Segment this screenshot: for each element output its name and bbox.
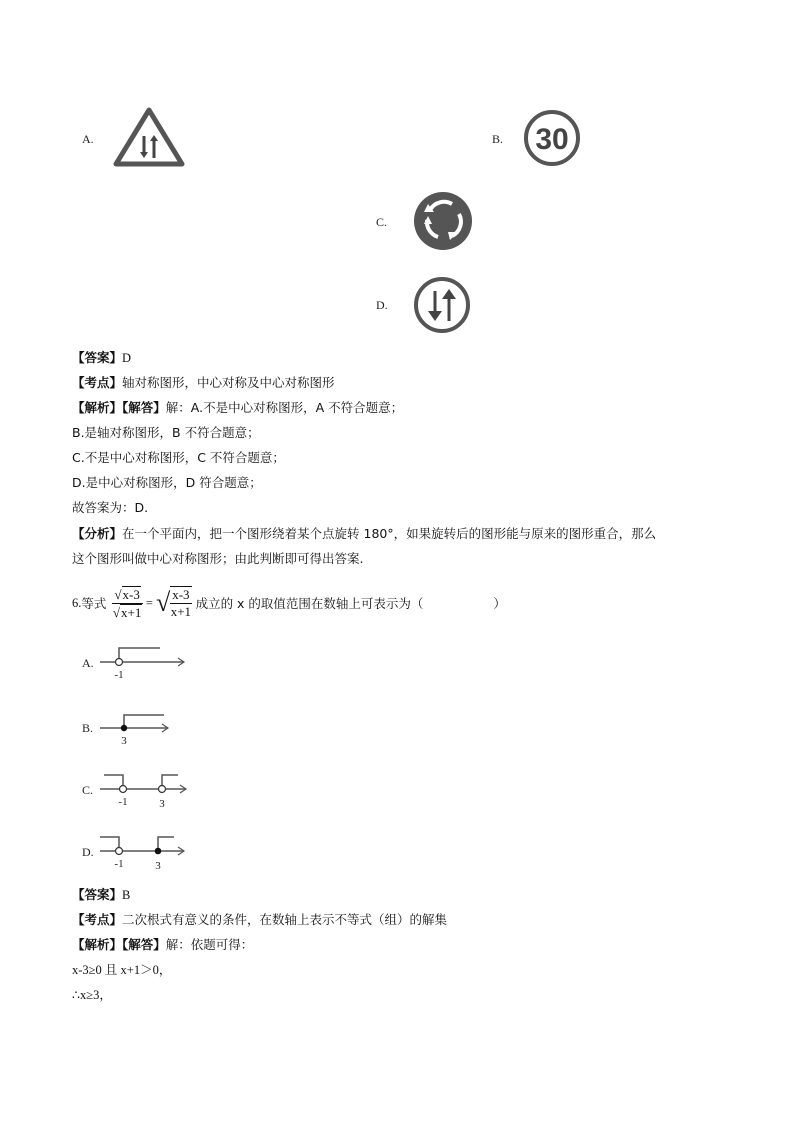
q5-solution-line-1 [72, 399, 403, 417]
analysis-tag: 【解析】 [72, 937, 123, 952]
q6-solution-line-1 [72, 936, 253, 954]
q5-option-c-label: C. [376, 215, 388, 229]
topic-tag: 【考点】 [72, 912, 123, 927]
q5-option-b-label: B. [492, 132, 504, 146]
number-line-c [98, 770, 193, 810]
q5-solution-line-2: B.是轴对称图形，B 不符合题意； [72, 425, 260, 440]
fenxi-tag: 【分析】 [72, 526, 123, 541]
answer-tag: 【答案】 [72, 350, 123, 365]
q5-fenxi-line-2: 这个图形叫做中心对称图形；由此判断即可得出答案. [72, 551, 364, 566]
solution-text: 解：A.不是中心对称图形，A 不符合题意； [165, 400, 404, 415]
q6-option-a-label: A. [82, 656, 94, 670]
q5-fenxi-line-1 [72, 525, 656, 543]
q6-option-c-label: C. [82, 783, 94, 797]
sqrt-sign: √ [155, 588, 171, 617]
svg-text:3: 3 [155, 860, 161, 872]
number-line-a [98, 644, 190, 684]
analysis-tag: 【解析】 [72, 400, 123, 415]
q6-option-d-label: D. [82, 845, 94, 859]
q6-solution-line-3: ∴x≥3， [72, 988, 112, 1002]
rhs-fraction: $\frac{x-3}{x+1}$ [170, 587, 192, 619]
q6-stem [72, 578, 506, 628]
svg-text:-1: -1 [114, 669, 124, 681]
answer-value: D [122, 351, 132, 365]
stem-suffix: 成立的 x 的取值范围在数轴上可表示为（ [195, 596, 424, 611]
q6-topic-line [72, 911, 447, 929]
lhs-fraction: $\frac{√x-3}{√x+1}$ [112, 586, 142, 620]
number-line-d [98, 832, 190, 872]
topic-tag: 【考点】 [72, 375, 123, 390]
svg-text:-1: -1 [118, 796, 128, 808]
q5-option-d-label: D. [376, 298, 388, 312]
answer-value: B [122, 888, 131, 902]
svg-text:3: 3 [121, 735, 127, 747]
q5-topic-line [72, 374, 335, 392]
stem-prefix: 等式 [81, 596, 107, 611]
triangle-warning-icon [112, 106, 186, 168]
q5-solution-line-5: 故答案为：D. [72, 500, 149, 515]
q5-answer-line [72, 349, 131, 367]
question-number: 6. [72, 595, 82, 610]
roundabout-icon [412, 190, 474, 252]
solution-tag: 【解答】 [122, 937, 166, 952]
solution-tag: 【解答】 [122, 400, 166, 415]
two-way-traffic-icon [412, 275, 472, 335]
q6-answer-line [72, 886, 130, 904]
equals-sign: = [145, 595, 153, 610]
q5-solution-line-3: C.不是中心对称图形，C 不符合题意； [72, 450, 285, 465]
svg-text:3: 3 [159, 798, 165, 810]
solution-text: 解：依题可得： [165, 937, 254, 952]
speed-limit-30-icon [522, 108, 582, 168]
svg-text:30: 30 [535, 123, 569, 156]
fenxi-text: 在一个平面内，把一个图形绕着某个点旋转 180°，如果旋转后的图形能与原来的图形重合，那么 [122, 526, 657, 541]
svg-text:-1: -1 [114, 858, 124, 870]
q5-solution-line-4: D.是中心对称图形，D 符合题意； [72, 475, 262, 490]
q5-option-a-label: A. [82, 132, 94, 146]
answer-tag: 【答案】 [72, 887, 123, 902]
q6-option-b-label: B. [82, 721, 94, 735]
number-line-b [98, 712, 178, 748]
topic-text: 轴对称图形，中心对称及中心对称图形 [122, 375, 335, 390]
close-paren: ） [493, 596, 506, 611]
q6-solution-line-2: x-3≥0 且 x+1＞0， [72, 963, 172, 977]
topic-text: 二次根式有意义的条件，在数轴上表示不等式（组）的解集 [122, 912, 448, 927]
